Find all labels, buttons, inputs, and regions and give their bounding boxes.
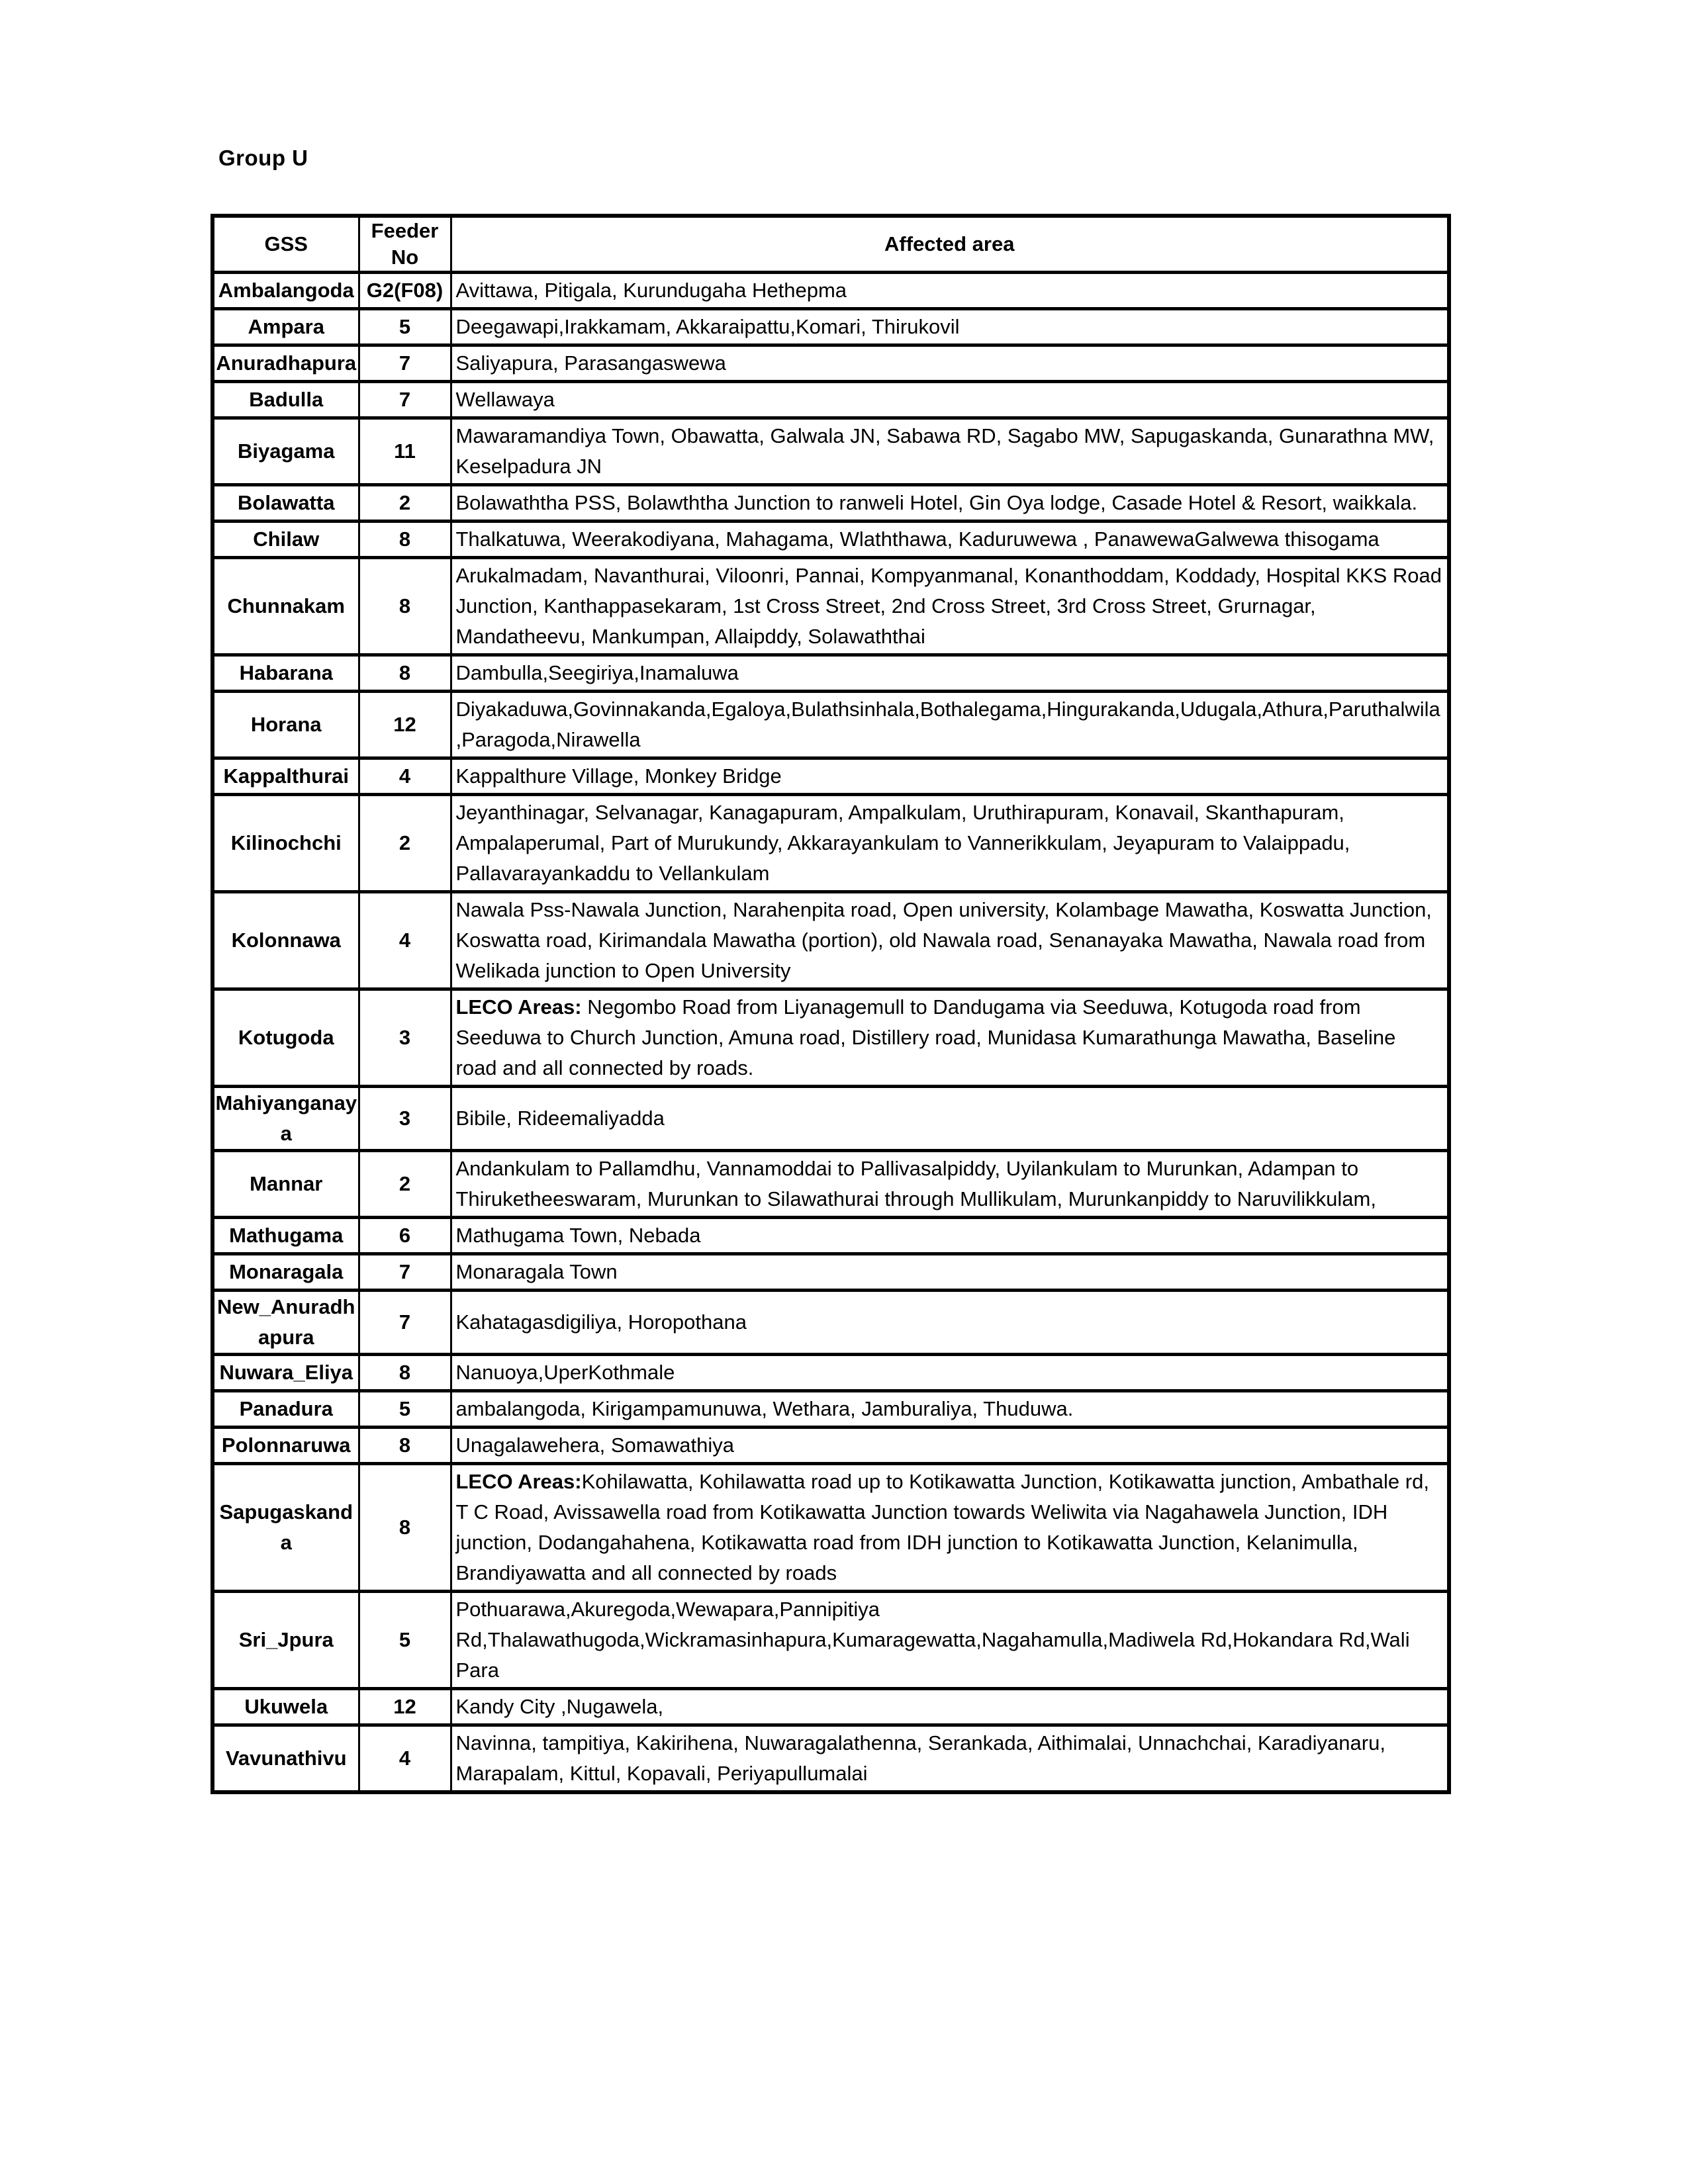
table-row bbox=[212, 795, 1449, 892]
gss-cell: Polonnaruwa bbox=[212, 1428, 359, 1464]
leco-areas-label: LECO Areas: bbox=[455, 1470, 582, 1493]
gss-cell: New_Anuradhapura bbox=[212, 1291, 359, 1355]
column-header-gss: GSS bbox=[212, 216, 359, 273]
affected-area-cell: Kappalthure Village, Monkey Bridge bbox=[451, 758, 1449, 795]
feeder-no-cell: 7 bbox=[359, 1291, 451, 1355]
gss-cell: Vavunathivu bbox=[212, 1725, 359, 1793]
table-row bbox=[212, 485, 1449, 522]
affected-area-cell: Kahatagasdigiliya, Horopothana bbox=[451, 1291, 1449, 1355]
feeder-no-cell: 8 bbox=[359, 522, 451, 558]
feeder-no-cell: 8 bbox=[359, 655, 451, 692]
affected-area-cell: Avittawa, Pitigala, Kurundugaha Hethepma bbox=[451, 273, 1449, 309]
feeder-no-cell: 5 bbox=[359, 1592, 451, 1689]
affected-area-cell: Thalkatuwa, Weerakodiyana, Mahagama, Wlaththawa, Kaduruwewa , PanawewaGalwewa thisogama bbox=[451, 522, 1449, 558]
feeder-no-cell: 6 bbox=[359, 1218, 451, 1254]
affected-area-cell: Mawaramandiya Town, Obawatta, Galwala JN, Sabawa RD, Sagabo MW, Sapugaskanda, Gunarathna MW, Keselpadura JN bbox=[451, 418, 1449, 485]
gss-cell: Kappalthurai bbox=[212, 758, 359, 795]
table-row bbox=[212, 758, 1449, 795]
feeder-no-cell: 8 bbox=[359, 558, 451, 655]
gss-cell: Sri_Jpura bbox=[212, 1592, 359, 1689]
affected-area-cell: Unagalawehera, Somawathiya bbox=[451, 1428, 1449, 1464]
page-title: Group U bbox=[218, 146, 308, 170]
gss-cell: Habarana bbox=[212, 655, 359, 692]
table-row bbox=[212, 382, 1449, 418]
column-header-affected-area: Affected area bbox=[451, 216, 1449, 273]
affected-area-cell: Deegawapi,Irakkamam, Akkaraipattu,Komari, Thirukovil bbox=[451, 309, 1449, 345]
feeder-no-cell: 4 bbox=[359, 1725, 451, 1793]
table-row bbox=[212, 989, 1449, 1087]
gss-cell: Panadura bbox=[212, 1391, 359, 1428]
feeder-no-cell: 11 bbox=[359, 418, 451, 485]
feeder-no-cell: 7 bbox=[359, 1254, 451, 1291]
table-header bbox=[212, 216, 1449, 273]
gss-cell: Sapugaskanda bbox=[212, 1464, 359, 1592]
affected-area-cell: Diyakaduwa,Govinnakanda,Egaloya,Bulathsinhala,Bothalegama,Hingurakanda,Udugala,Athura,Paruthalwila,Paragoda,Nirawella bbox=[451, 692, 1449, 758]
feeder-no-cell: G2(F08) bbox=[359, 273, 451, 309]
gss-cell: Nuwara_Eliya bbox=[212, 1355, 359, 1391]
feeder-no-cell: 8 bbox=[359, 1428, 451, 1464]
feeder-no-cell: 12 bbox=[359, 692, 451, 758]
gss-cell: Chunnakam bbox=[212, 558, 359, 655]
gss-cell: Kolonnawa bbox=[212, 892, 359, 989]
table-row bbox=[212, 1254, 1449, 1291]
gss-cell: Bolawatta bbox=[212, 485, 359, 522]
feeder-no-cell: 7 bbox=[359, 382, 451, 418]
affected-area-cell: Andankulam to Pallamdhu, Vannamoddai to Pallivasalpiddy, Uyilankulam to Murunkan, Adampan to Thiruketheeswaram, Murunkan to Silawathurai through Mullikulam, Murunkanpiddy to Naruvilikkulam, bbox=[451, 1151, 1449, 1218]
feeder-no-cell: 8 bbox=[359, 1464, 451, 1592]
leco-areas-label: LECO Areas: bbox=[455, 995, 582, 1019]
table-row bbox=[212, 558, 1449, 655]
affected-area-cell: Kandy City ,Nugawela, bbox=[451, 1689, 1449, 1725]
table-row bbox=[212, 1087, 1449, 1151]
affected-area-cell: Mathugama Town, Nebada bbox=[451, 1218, 1449, 1254]
affected-area-cell: ambalangoda, Kirigampamunuwa, Wethara, Jamburaliya, Thuduwa. bbox=[451, 1391, 1449, 1428]
gss-cell: Ambalangoda bbox=[212, 273, 359, 309]
feeder-no-cell: 3 bbox=[359, 989, 451, 1087]
table-body bbox=[212, 273, 1449, 1793]
affected-area-cell: LECO Areas: Negombo Road from Liyanagemull to Dandugama via Seeduwa, Kotugoda road from Seeduwa to Church Junction, Amuna road, Distillery road, Munidasa Kumarathunga Mawatha, Baseline road and all connected by roads. bbox=[451, 989, 1449, 1087]
gss-cell: Mahiyanganaya bbox=[212, 1087, 359, 1151]
gss-cell: Kotugoda bbox=[212, 989, 359, 1087]
table-row bbox=[212, 1592, 1449, 1689]
table-row bbox=[212, 418, 1449, 485]
feeder-no-cell: 8 bbox=[359, 1355, 451, 1391]
feeder-no-cell: 5 bbox=[359, 1391, 451, 1428]
feeder-no-cell: 4 bbox=[359, 758, 451, 795]
table-row bbox=[212, 1151, 1449, 1218]
gss-cell: Badulla bbox=[212, 382, 359, 418]
feeder-no-cell: 4 bbox=[359, 892, 451, 989]
gss-cell: Kilinochchi bbox=[212, 795, 359, 892]
feeder-no-cell: 12 bbox=[359, 1689, 451, 1725]
table-row bbox=[212, 345, 1449, 382]
gss-cell: Anuradhapura bbox=[212, 345, 359, 382]
table-row bbox=[212, 1291, 1449, 1355]
column-header-feeder-no: Feeder No bbox=[359, 216, 451, 273]
affected-area-cell: Nanuoya,UperKothmale bbox=[451, 1355, 1449, 1391]
gss-cell: Mathugama bbox=[212, 1218, 359, 1254]
table-row bbox=[212, 1391, 1449, 1428]
table-row bbox=[212, 309, 1449, 345]
table-row bbox=[212, 273, 1449, 309]
feeder-no-cell: 5 bbox=[359, 309, 451, 345]
affected-area-cell: LECO Areas:Kohilawatta, Kohilawatta road up to Kotikawatta Junction, Kotikawatta junction, Ambathale rd, T C Road, Avissawella road from Kotikawatta Junction towards Weliwita via Nagahawela Junction, IDH junction, Dodangahahena, Kotikawatta road from IDH junction to Kotikawatta Junction, Kelanimulla, Brandiyawatta and all connected by roads bbox=[451, 1464, 1449, 1592]
feeder-no-cell: 3 bbox=[359, 1087, 451, 1151]
feeder-no-cell: 2 bbox=[359, 485, 451, 522]
affected-area-cell: Dambulla,Seegiriya,Inamaluwa bbox=[451, 655, 1449, 692]
table-row bbox=[212, 655, 1449, 692]
affected-area-cell: Arukalmadam, Navanthurai, Viloonri, Pannai, Kompyanmanal, Konanthoddam, Koddady, Hospital KKS Road Junction, Kanthappasekaram, 1st Cross Street, 2nd Cross Street, 3rd Cross Street, Grurnagar, Mandatheevu, Mankumpan, Allaipddy, Solawaththai bbox=[451, 558, 1449, 655]
gss-cell: Horana bbox=[212, 692, 359, 758]
gss-cell: Ukuwela bbox=[212, 1689, 359, 1725]
table-row bbox=[212, 1218, 1449, 1254]
table-row bbox=[212, 1464, 1449, 1592]
feeder-no-cell: 7 bbox=[359, 345, 451, 382]
table-row bbox=[212, 1355, 1449, 1391]
gss-cell: Monaragala bbox=[212, 1254, 359, 1291]
affected-area-cell: Navinna, tampitiya, Kakirihena, Nuwaragalathenna, Serankada, Aithimalai, Unnachchai, Karadiyanaru, Marapalam, Kittul, Kopavali, Periyapullumalai bbox=[451, 1725, 1449, 1793]
affected-area-cell: Jeyanthinagar, Selvanagar, Kanagapuram, Ampalkulam, Uruthirapuram, Konavail, Skanthapuram, Ampalaperumal, Part of Murukundy, Akkarayankulam to Vannerikkulam, Jeyapuram to Valaippadu, Pallavarayankaddu to Vellankulam bbox=[451, 795, 1449, 892]
table-row bbox=[212, 1689, 1449, 1725]
gss-cell: Mannar bbox=[212, 1151, 359, 1218]
table-header-row bbox=[212, 216, 1449, 273]
table-row bbox=[212, 1428, 1449, 1464]
table-row bbox=[212, 522, 1449, 558]
affected-area-cell: Monaragala Town bbox=[451, 1254, 1449, 1291]
affected-area-table bbox=[211, 214, 1451, 1794]
gss-cell: Biyagama bbox=[212, 418, 359, 485]
table-row bbox=[212, 1725, 1449, 1793]
affected-area-cell: Saliyapura, Parasangaswewa bbox=[451, 345, 1449, 382]
affected-area-cell: Nawala Pss-Nawala Junction, Narahenpita road, Open university, Kolambage Mawatha, Koswatta Junction, Koswatta road, Kirimandala Mawatha (portion), old Nawala road, Senanayaka Mawatha, Nawala road from Welikada junction to Open University bbox=[451, 892, 1449, 989]
gss-cell: Chilaw bbox=[212, 522, 359, 558]
feeder-no-cell: 2 bbox=[359, 795, 451, 892]
affected-area-cell: Wellawaya bbox=[451, 382, 1449, 418]
feeder-no-cell: 2 bbox=[359, 1151, 451, 1218]
table-row bbox=[212, 692, 1449, 758]
table-row bbox=[212, 892, 1449, 989]
affected-area-cell: Bibile, Rideemaliyadda bbox=[451, 1087, 1449, 1151]
affected-area-cell: Pothuarawa,Akuregoda,Wewapara,Pannipitiya Rd,Thalawathugoda,Wickramasinhapura,Kumaragewatta,Nagahamulla,Madiwela Rd,Hokandara Rd,Wali Para bbox=[451, 1592, 1449, 1689]
gss-cell: Ampara bbox=[212, 309, 359, 345]
affected-area-cell: Bolawaththa PSS, Bolawththa Junction to ranweli Hotel, Gin Oya lodge, Casade Hotel & Resort, waikkala. bbox=[451, 485, 1449, 522]
